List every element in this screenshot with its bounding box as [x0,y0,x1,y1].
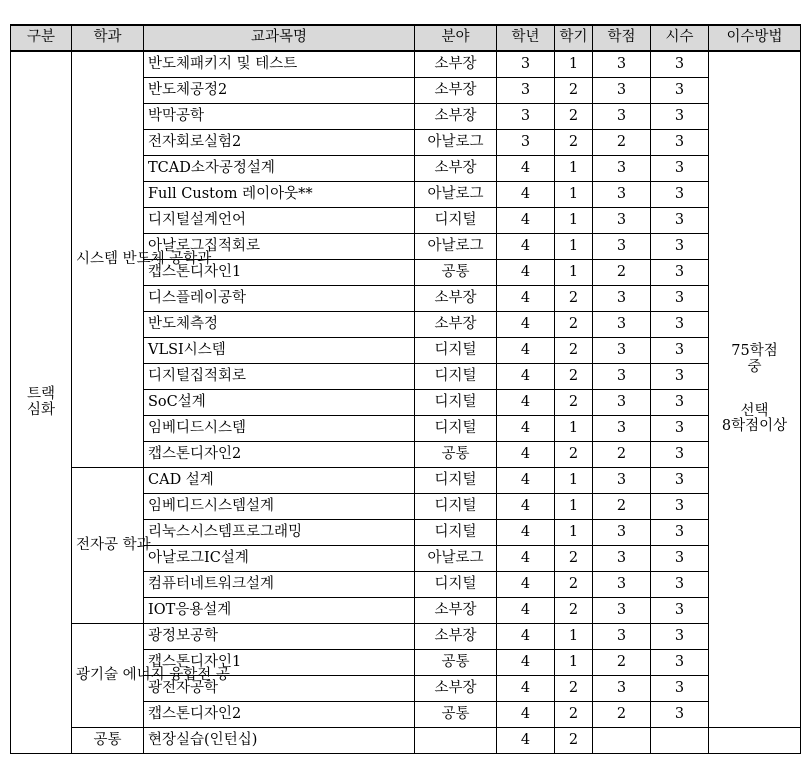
semester-cell: 1 [555,208,593,234]
semester-cell: 1 [555,494,593,520]
semester-cell: 2 [555,364,593,390]
department-cell: 전자공 학과 [72,468,144,624]
completion-method-cell [709,51,801,728]
table-row [11,728,801,754]
course-name-cell: 컴퓨터네트워크설계 [144,572,415,598]
credit-cell: 3 [593,234,651,260]
credit-cell [593,728,651,754]
course-name-cell: 전자회로실험2 [144,130,415,156]
year-cell: 4 [497,416,555,442]
course-name-cell: IOT응용설계 [144,598,415,624]
hours-cell: 3 [651,572,709,598]
table-body [11,51,801,754]
year-cell: 4 [497,650,555,676]
hours-cell: 3 [651,442,709,468]
semester-cell: 1 [555,416,593,442]
year-cell: 3 [497,51,555,78]
header-cell-completion-method: 이수방법 [709,25,801,51]
field-cell: 소부장 [415,312,497,338]
year-cell: 4 [497,676,555,702]
semester-cell: 1 [555,260,593,286]
field-cell: 디지털 [415,390,497,416]
field-cell: 소부장 [415,624,497,650]
course-name-cell: 광전자공학 [144,676,415,702]
year-cell: 4 [497,546,555,572]
completion-method-text: 중 [747,358,762,375]
year-cell: 4 [497,390,555,416]
credit-cell: 3 [593,416,651,442]
field-cell: 디지털 [415,494,497,520]
semester-cell: 1 [555,624,593,650]
hours-cell: 3 [651,416,709,442]
hours-cell: 3 [651,494,709,520]
year-cell: 4 [497,338,555,364]
course-name-cell: 아날로그IC설계 [144,546,415,572]
credit-cell: 2 [593,260,651,286]
course-name-cell: 디지털집적회로 [144,364,415,390]
year-cell: 4 [497,182,555,208]
year-cell: 4 [497,598,555,624]
field-cell: 소부장 [415,598,497,624]
year-cell: 4 [497,312,555,338]
semester-cell: 2 [555,130,593,156]
year-cell: 4 [497,208,555,234]
hours-cell: 3 [651,130,709,156]
field-cell: 소부장 [415,676,497,702]
year-cell: 4 [497,468,555,494]
field-cell: 소부장 [415,104,497,130]
semester-cell: 2 [555,728,593,754]
field-cell: 공통 [415,260,497,286]
field-cell: 디지털 [415,520,497,546]
year-cell: 4 [497,364,555,390]
credit-cell: 3 [593,312,651,338]
course-name-cell: 아날로그집적회로 [144,234,415,260]
year-cell: 3 [497,104,555,130]
year-cell: 4 [497,494,555,520]
course-name-cell: Full Custom 레이아웃** [144,182,415,208]
year-cell: 4 [497,286,555,312]
credit-cell: 3 [593,676,651,702]
header-cell-category: 구분 [11,25,72,51]
hours-cell: 3 [651,338,709,364]
header-cell-course: 교과목명 [144,25,415,51]
course-name-cell: SoC설계 [144,390,415,416]
credit-cell: 3 [593,572,651,598]
year-cell: 3 [497,78,555,104]
header-cell-year: 학년 [497,25,555,51]
hours-cell: 3 [651,234,709,260]
credit-cell: 3 [593,624,651,650]
department-cell: 시스템 반도체 공학과 [72,51,144,468]
semester-cell: 2 [555,78,593,104]
year-cell: 3 [497,130,555,156]
semester-cell: 2 [555,676,593,702]
completion-method-empty-cell [709,728,801,754]
field-cell: 디지털 [415,572,497,598]
hours-cell: 3 [651,624,709,650]
credit-cell: 3 [593,338,651,364]
semester-cell: 2 [555,572,593,598]
curriculum-table [10,24,801,754]
field-cell: 공통 [415,702,497,728]
department-cell: 공통 [72,728,144,754]
field-cell: 소부장 [415,78,497,104]
semester-cell: 2 [555,390,593,416]
hours-cell: 3 [651,312,709,338]
field-cell: 공통 [415,442,497,468]
year-cell: 4 [497,442,555,468]
semester-cell: 1 [555,468,593,494]
course-name-cell: 박막공학 [144,104,415,130]
credit-cell: 3 [593,364,651,390]
semester-cell: 2 [555,442,593,468]
year-cell: 4 [497,572,555,598]
year-cell: 4 [497,520,555,546]
credit-cell: 3 [593,546,651,572]
credit-cell: 3 [593,390,651,416]
header-cell-hours: 시수 [651,25,709,51]
semester-cell: 1 [555,650,593,676]
course-name-cell: 캡스톤디자인1 [144,260,415,286]
credit-cell: 2 [593,702,651,728]
credit-cell: 3 [593,156,651,182]
field-cell: 디지털 [415,208,497,234]
table-row [11,51,801,78]
credit-cell: 2 [593,650,651,676]
course-name-cell: 디지털설계언어 [144,208,415,234]
header-cell-semester: 학기 [555,25,593,51]
course-name-cell: 리눅스시스템프로그래밍 [144,520,415,546]
semester-cell: 1 [555,520,593,546]
course-name-cell: 캡스톤디자인1 [144,650,415,676]
credit-cell: 3 [593,598,651,624]
field-cell: 소부장 [415,51,497,78]
course-name-cell: 디스플레이공학 [144,286,415,312]
credit-cell: 3 [593,468,651,494]
hours-cell: 3 [651,286,709,312]
hours-cell: 3 [651,390,709,416]
hours-cell: 3 [651,78,709,104]
hours-cell: 3 [651,520,709,546]
course-name-cell: 캡스톤디자인2 [144,442,415,468]
course-name-cell: 반도체측정 [144,312,415,338]
semester-cell: 2 [555,702,593,728]
credit-cell: 3 [593,104,651,130]
hours-cell: 3 [651,650,709,676]
semester-cell: 2 [555,104,593,130]
course-name-cell: 임베디드시스템 [144,416,415,442]
course-name-cell: 반도체패키지 및 테스트 [144,51,415,78]
field-cell: 아날로그 [415,546,497,572]
field-cell: 디지털 [415,416,497,442]
field-cell: 아날로그 [415,234,497,260]
semester-cell: 1 [555,51,593,78]
hours-cell: 3 [651,546,709,572]
course-name-cell: CAD 설계 [144,468,415,494]
course-name-cell: 임베디드시스템설계 [144,494,415,520]
table-row [11,468,801,494]
course-name-cell: 캡스톤디자인2 [144,702,415,728]
hours-cell: 3 [651,51,709,78]
field-cell: 디지털 [415,468,497,494]
semester-cell: 2 [555,286,593,312]
field-cell: 공통 [415,650,497,676]
field-cell [415,728,497,754]
field-cell: 아날로그 [415,182,497,208]
hours-cell: 3 [651,156,709,182]
field-cell: 소부장 [415,156,497,182]
header-cell-credit: 학점 [593,25,651,51]
hours-cell: 3 [651,364,709,390]
credit-cell: 3 [593,51,651,78]
category-cell: 트랙 심화 [11,51,72,754]
credit-cell: 3 [593,182,651,208]
semester-cell: 1 [555,234,593,260]
field-cell: 아날로그 [415,130,497,156]
semester-cell: 2 [555,546,593,572]
credit-cell: 2 [593,442,651,468]
year-cell: 4 [497,234,555,260]
hours-cell: 3 [651,468,709,494]
year-cell: 4 [497,260,555,286]
credit-cell: 2 [593,494,651,520]
year-cell: 4 [497,702,555,728]
hours-cell: 3 [651,702,709,728]
semester-cell: 2 [555,312,593,338]
completion-method-text: 8학점이상 [721,418,788,435]
semester-cell: 2 [555,598,593,624]
field-cell: 디지털 [415,364,497,390]
hours-cell: 3 [651,208,709,234]
semester-cell: 2 [555,338,593,364]
hours-cell: 3 [651,598,709,624]
course-name-cell: 광정보공학 [144,624,415,650]
field-cell: 디지털 [415,338,497,364]
header-row [11,25,801,51]
header-cell-field: 분야 [415,25,497,51]
credit-cell: 3 [593,208,651,234]
semester-cell: 1 [555,156,593,182]
semester-cell: 1 [555,182,593,208]
table-row [11,624,801,650]
header-cell-department: 학과 [72,25,144,51]
year-cell: 4 [497,156,555,182]
hours-cell: 3 [651,260,709,286]
credit-cell: 3 [593,520,651,546]
credit-cell: 3 [593,286,651,312]
department-cell: 광기술 에너지 융합전 공 [72,624,144,728]
credit-cell: 2 [593,130,651,156]
completion-method-text: 75학점 [731,342,778,359]
course-name-cell: VLSI시스템 [144,338,415,364]
hours-cell: 3 [651,676,709,702]
field-cell: 소부장 [415,286,497,312]
credit-cell: 3 [593,78,651,104]
year-cell: 4 [497,728,555,754]
course-name-cell: 반도체공정2 [144,78,415,104]
completion-method-text: 선택 [740,402,769,419]
hours-cell: 3 [651,104,709,130]
hours-cell [651,728,709,754]
course-name-cell: TCAD소자공정설계 [144,156,415,182]
hours-cell: 3 [651,182,709,208]
year-cell: 4 [497,624,555,650]
course-name-cell: 현장실습(인턴십) [144,728,415,754]
